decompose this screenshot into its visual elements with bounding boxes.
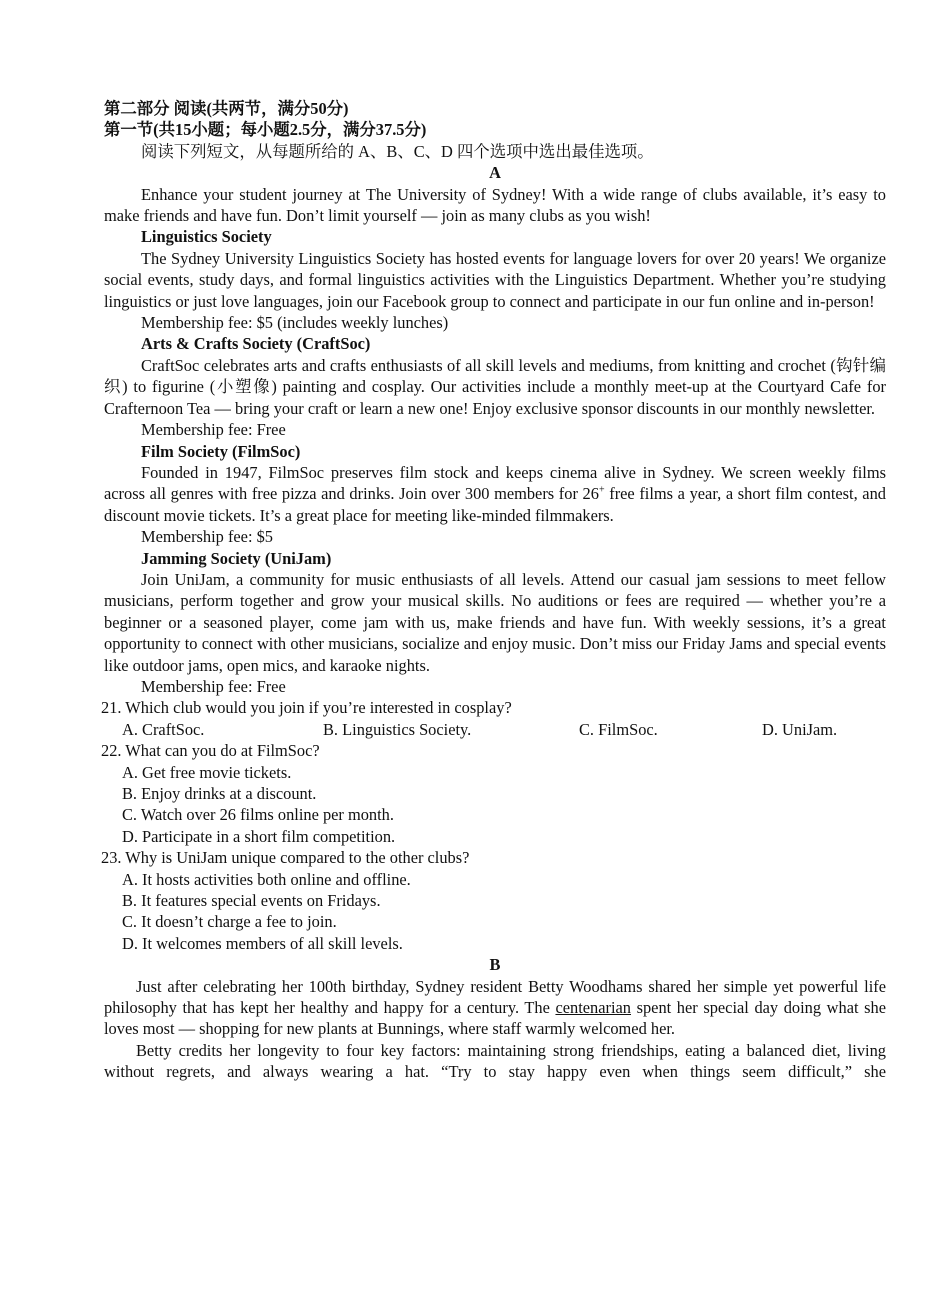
passage-a-intro: Enhance your student journey at The University of Sydney! With a wide range of clubs available, it’s easy to make friends and have fun. Don’t limit yourself — join as many clubs as you wish! xyxy=(104,184,886,226)
club-name-unijam: Jamming Society (UniJam) xyxy=(141,548,332,568)
club-name-linguistics: Linguistics Society xyxy=(141,227,272,247)
question-21-option-b[interactable]: B. Linguistics Society. xyxy=(323,719,472,739)
club-body-craftsoc: CraftSoc celebrates arts and crafts enthusiasts of all skill levels and mediums, from knitting and crochet (钩针编织) to figurine (小塑像) painting and cosplay. Our activities include a monthly meet-up at the Courtyard Cafe for Crafternoon Tea — bring your craft or learn a new one! Enjoy exclusive sponsor discounts in our monthly newsletter. xyxy=(104,355,886,418)
club-fee-linguistics: Membership fee: $5 (includes weekly lunches) xyxy=(141,313,449,333)
passage-b-paragraph-1 xyxy=(104,976,886,1040)
club-fee-filmsoc: Membership fee: $5 xyxy=(141,527,273,547)
question-21-stem: 21. Which club would you join if you’re interested in cosplay? xyxy=(101,698,512,718)
passage-a-letter: A xyxy=(489,163,501,183)
question-21-option-d[interactable]: D. UniJam. xyxy=(762,719,838,739)
question-22-stem: 22. What can you do at FilmSoc? xyxy=(101,741,320,761)
club-body-unijam: Join UniJam, a community for music enthusiasts of all levels. Attend our casual jam sessions to meet fellow musicians, perform together and grow your musical skills. No auditions or fees are required — whether you’re a beginner or a seasoned player, come jam with us, make friends and have fun. With weekly sessions, it’s a great opportunity to connect with other musicians, socialize and enjoy music. Don’t miss our Friday Jams and special events like outdoor jams, open mics, and karaoke nights. xyxy=(104,569,886,675)
club-name-filmsoc: Film Society (FilmSoc) xyxy=(141,441,301,461)
question-22-option-d[interactable]: D. Participate in a short film competition. xyxy=(122,826,396,846)
club-body-linguistics: The Sydney University Linguistics Society has hosted events for language lovers for over 20 years! We organize social events, study days, and formal linguistics activities with the Linguistics Department. Whether you’re studying linguistics or just love languages, join our Facebook group to connect and participate in our fun online and in-person! xyxy=(104,248,886,311)
club-fee-unijam: Membership fee: Free xyxy=(141,676,286,696)
question-23-stem: 23. Why is UniJam unique compared to the other clubs? xyxy=(101,848,470,868)
part-heading: 第二部分 阅读(共两节，满分50分) xyxy=(104,99,349,118)
passage-b-p1-end: spent her special day doing what she loves most — shopping for new plants at Bunnings, where staff warmly welcomed her. xyxy=(104,998,886,1039)
exam-page xyxy=(101,98,886,1083)
section-heading: 第一节(共15小题；每小题2.5分，满分37.5分) xyxy=(104,120,427,140)
club-body-filmsoc xyxy=(104,462,886,526)
question-23-option-a[interactable]: A. It hosts activities both online and offline. xyxy=(122,869,411,889)
underlined-word-centenarian: centenarian xyxy=(555,998,631,1018)
question-21-options xyxy=(104,719,886,740)
club-fee-craftsoc: Membership fee: Free xyxy=(141,420,286,440)
question-23-option-d[interactable]: D. It welcomes members of all skill levels. xyxy=(122,933,403,953)
question-23-option-c[interactable]: C. It doesn’t charge a fee to join. xyxy=(122,912,337,932)
club-name-craftsoc: Arts & Crafts Society (CraftSoc) xyxy=(141,334,371,354)
question-22-option-a[interactable]: A. Get free movie tickets. xyxy=(122,762,292,782)
filmsoc-body-start: Founded in 1947, FilmSoc preserves film stock and keeps cinema alive in Sydney. We screen weekly films across all genres with free pizza and drinks. Join over 300 members for 26 xyxy=(104,462,886,504)
question-22-option-b[interactable]: B. Enjoy drinks at a discount. xyxy=(122,784,317,803)
filmsoc-body-end: free films a year, a short film contest, and discount movie tickets. It’s a great place for meeting like-minded filmmakers. xyxy=(104,484,886,525)
instruction-text: 阅读下列短文，从每题所给的 A、B、C、D 四个选项中选出最佳选项。 xyxy=(141,141,654,161)
passage-b-letter: B xyxy=(489,955,501,975)
passage-b-p1-start: Just after celebrating her 100th birthday, Sydney resident Betty Woodhams shared her simple yet powerful life philosophy that has kept her healthy and happy for a century. The xyxy=(104,976,886,1018)
question-21-option-a[interactable]: A. CraftSoc. xyxy=(122,719,205,739)
question-23-option-b[interactable]: B. It features special events on Fridays. xyxy=(122,891,381,911)
filmsoc-plus-sup: + xyxy=(598,484,605,496)
question-21-option-c[interactable]: C. FilmSoc. xyxy=(579,719,658,739)
question-22-option-c[interactable]: C. Watch over 26 films online per month. xyxy=(122,805,394,825)
passage-b-paragraph-2: Betty credits her longevity to four key factors: maintaining strong friendships, eating a balanced diet, living without regrets, and always wearing a hat. “Try to stay happy even when things seem difficult,” she xyxy=(104,1040,886,1082)
